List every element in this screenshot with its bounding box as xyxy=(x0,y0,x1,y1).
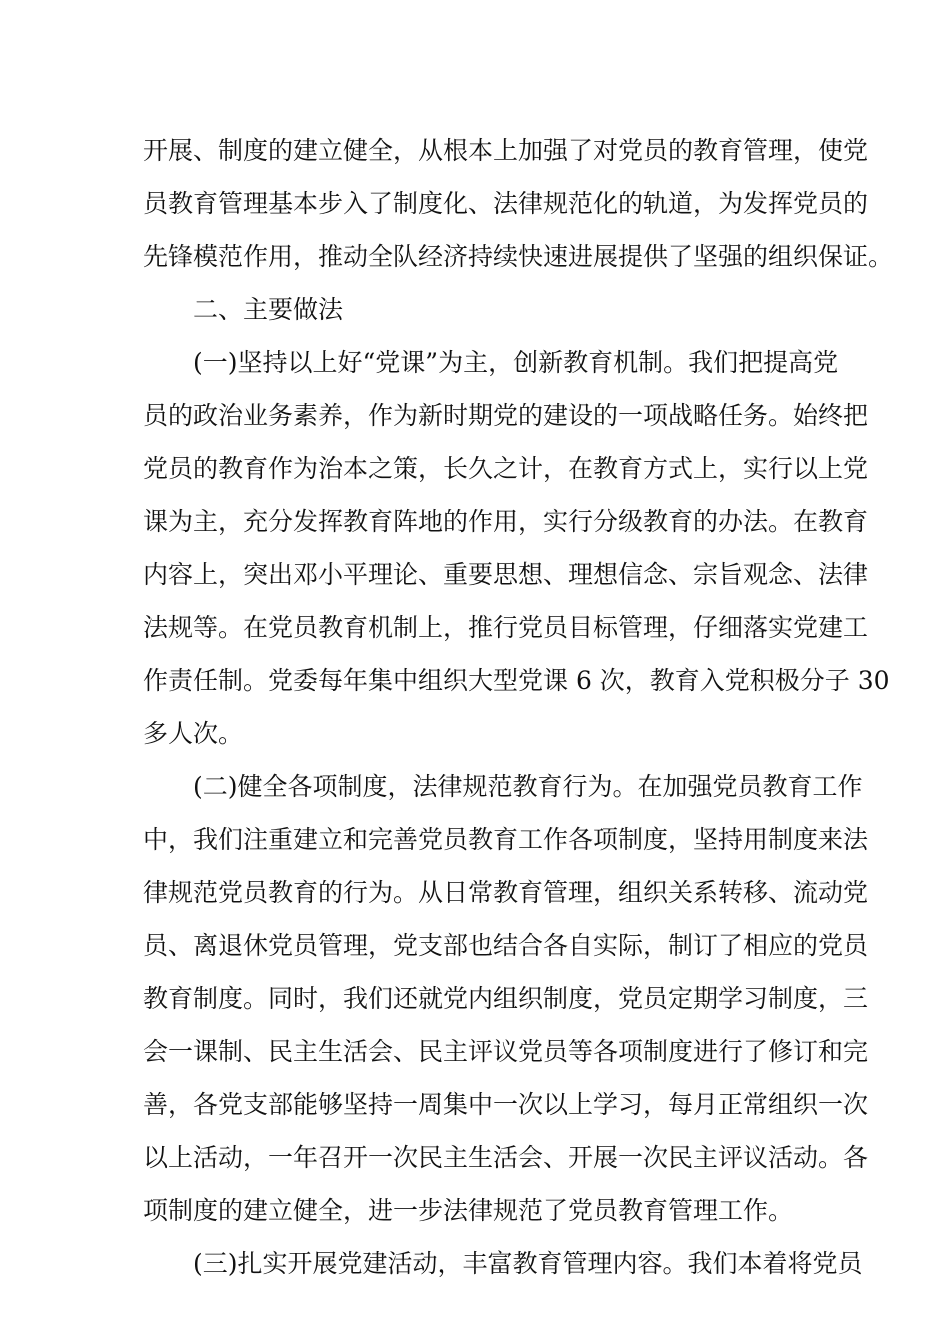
section-heading: 二、主要做法 xyxy=(193,295,344,324)
text-line: 开展、制度的建立健全，从根本上加强了对党员的教育管理，使党 xyxy=(143,136,869,165)
text-line: 会一课制、民主生活会、民主评议党员等各项制度进行了修订和完 xyxy=(143,1037,869,1066)
text-line: 员的政治业务素养，作为新时期党的建设的一项战略任务。始终把 xyxy=(143,401,869,430)
subsection-heading-line: (三)扎实开展党建活动，丰富教育管理内容。我们本着将党员 xyxy=(193,1249,863,1278)
text-line: 先锋模范作用，推动全队经济持续快速进展提供了坚强的组织保证。 xyxy=(143,242,894,271)
text-line: 内容上，突出邓小平理论、重要思想、理想信念、宗旨观念、法律 xyxy=(143,560,869,589)
text-line: 员、离退休党员管理，党支部也结合各自实际，制订了相应的党员 xyxy=(143,931,869,960)
text-line: 教育制度。同时，我们还就党内组织制度，党员定期学习制度，三 xyxy=(143,984,869,1013)
text-line: 多人次。 xyxy=(143,719,244,748)
subsection-heading-line: (一)坚持以上好“党课”为主，创新教育机制。我们把提高党 xyxy=(193,348,839,377)
text-line: 中，我们注重建立和完善党员教育工作各项制度，坚持用制度来法 xyxy=(143,825,869,854)
text-line: 善，各党支部能够坚持一周集中一次以上学习，每月正常组织一次 xyxy=(143,1090,869,1119)
text-line: 员教育管理基本步入了制度化、法律规范化的轨道，为发挥党员的 xyxy=(143,189,869,218)
text-line: 党员的教育作为治本之策，长久之计，在教育方式上，实行以上党 xyxy=(143,454,869,483)
text-line: 律规范党员教育的行为。从日常教育管理，组织关系转移、流动党 xyxy=(143,878,869,907)
text-line: 课为主，充分发挥教育阵地的作用，实行分级教育的办法。在教育 xyxy=(143,507,869,536)
subsection-heading-line: (二)健全各项制度，法律规范教育行为。在加强党员教育工作 xyxy=(193,772,863,801)
text-line: 项制度的建立健全，进一步法律规范了党员教育管理工作。 xyxy=(143,1196,794,1225)
text-line: 以上活动，一年召开一次民主生活会、开展一次民主评议活动。各 xyxy=(143,1143,869,1172)
text-line: 法规等。在党员教育机制上，推行党员目标管理，仔细落实党建工 xyxy=(143,613,869,642)
body-text xyxy=(143,124,894,1290)
text-line: 作责任制。党委每年集中组织大型党课 6 次，教育入党积极分子 30 xyxy=(143,666,890,695)
